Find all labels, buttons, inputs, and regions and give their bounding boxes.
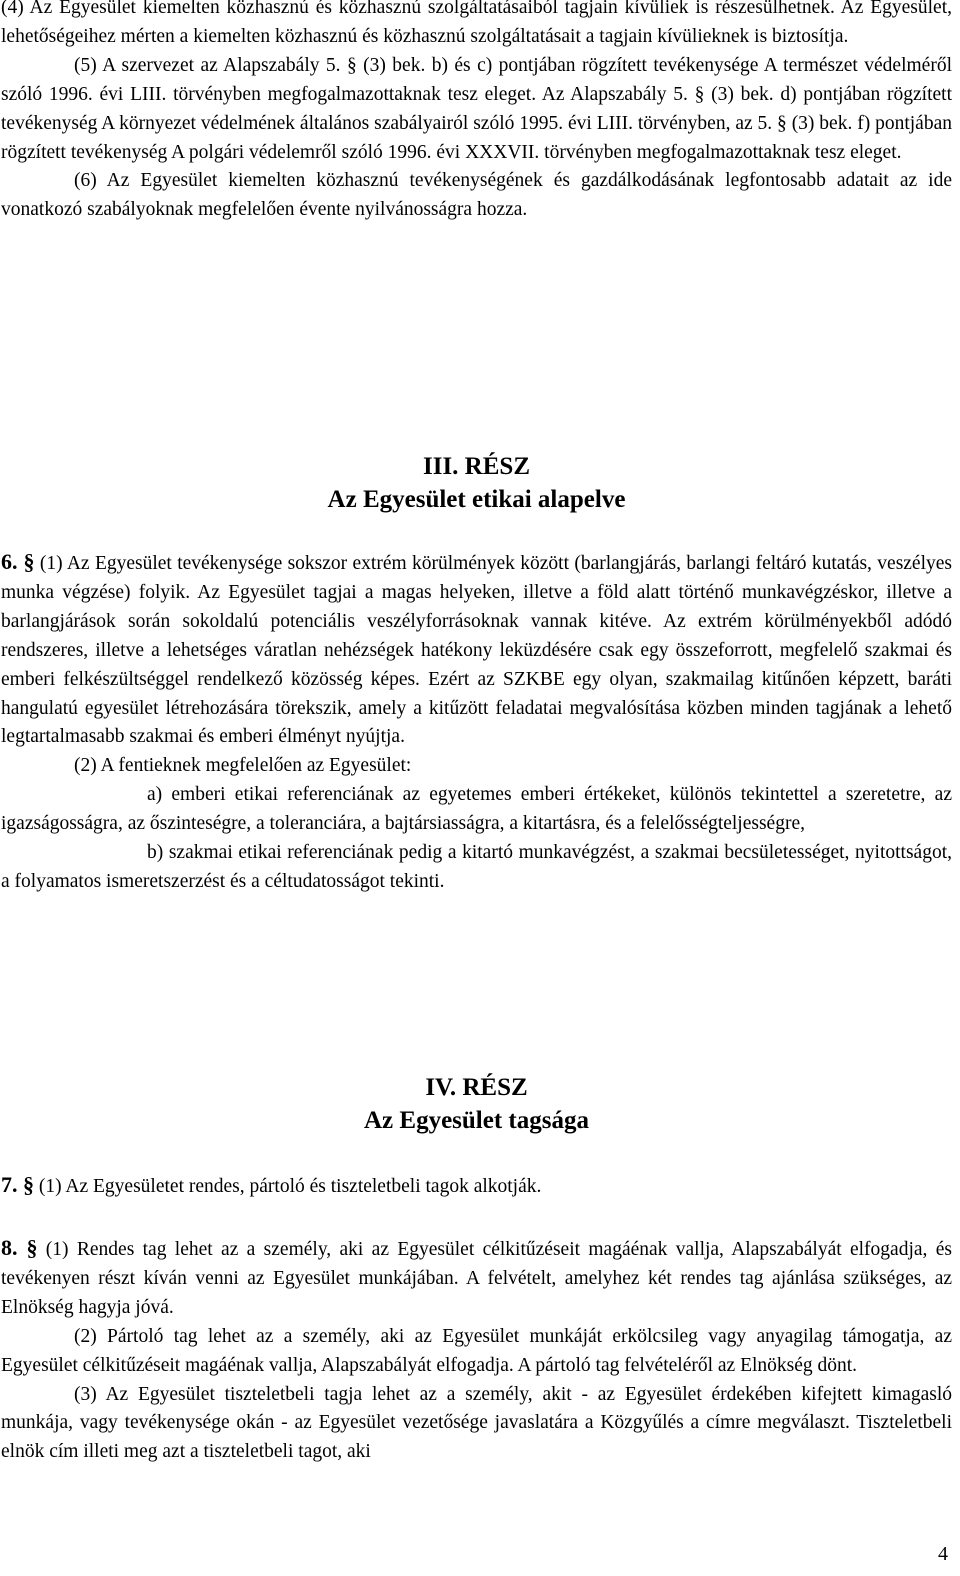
part-3-number: III. RÉSZ: [423, 453, 530, 480]
paragraph-6-2-b: b) szakmai etikai referenciának pedig a kitartó munkavégzést, a szakmai becsületességet, nyitottságot, a folyamatos ismeretszerzést és a céltudatosságot tekinti.: [1, 842, 952, 892]
paragraph-5-6: (6) Az Egyesület kiemelten közhasznú tevékenységének és gazdálkodásának legfontosabb adatait az ide vonatkozó szabályoknak megfelelően évente nyilvánosságra hozza.: [1, 170, 952, 221]
paragraph-6-2-a: a) emberi etikai referenciának az egyetemes emberi értékeket, különös tekintettel a szeretetre, az igazságosságra, az őszinteségre, a toleranciára, a bajtársiasságra, a kitartásra, és a felelősségteljességre,: [1, 784, 952, 835]
paragraph-8-1: [1, 1234, 952, 1323]
paragraph-5-5: (5) A szervezet az Alapszabály 5. § (3) bek. b) és c) pontjában rögzített tevékenysége A természet védelméről szóló 1996. évi LIII. törvényben megfogalmazottaknak tesz eleget. Az Alapszabály 5. § (3) bek. d) pontjában rögzített tevékenység A környezet védelmének általános szabályairól szóló 1995. évi LIII. törvényben, az 5. § (3) bek. f) pontjában rögzített tevékenység A polgári védelemről szóló 1996. évi XXXVII. törvényben megfogalmazottaknak tesz eleget.: [1, 54, 952, 163]
part-4-number: IV. RÉSZ: [425, 1074, 528, 1101]
paragraph-5-4: (4) Az Egyesület kiemelten közhasznú és közhasznú szolgáltatásaiból tagjain kívüliek is részesülhetnek. Az Egyesület, lehetőségeihez mérten a kiemelten közhasznú és közhasznú szolgáltatásait a tagjain kívülieknek is biztosítja.: [1, 0, 952, 47]
section-8-number: 8. §: [1, 1235, 38, 1260]
part-4-title: Az Egyesület tagsága: [364, 1107, 589, 1134]
part-4-heading: [1, 1071, 952, 1137]
section-8: [1, 1234, 952, 1467]
section-6: [1, 548, 952, 897]
paragraph-8-2: (2) Pártoló tag lehet az a személy, aki az Egyesület munkáját erkölcsileg vagy anyagilag támogatja, az Egyesület célkitűzéseit magáénak vallja, Alapszabályát elfogadja. A pártoló tag felvételéről az Elnökség dönt.: [1, 1325, 952, 1376]
paragraph-8-3: (3) Az Egyesület tiszteletbeli tagja lehet az a személy, akit - az Egyesület érdekében kifejtett kimagasló munkája, vagy tevékenysége okán - az Egyesület vezetősége javaslatára a Közgyűlés a címre megválaszt. Tiszteletbeli elnök cím illeti meg azt a tiszteletbeli tagot, aki: [1, 1383, 952, 1463]
paragraph-7-1: [1, 1171, 952, 1202]
paragraph-8-1-text: (1) Rendes tag lehet az a személy, aki az Egyesület célkitűzéseit magáénak vallja, Alapszabályát elfogadja, és tevékenyen részt kíván venni az Egyesület munkájában. A felvételt, amelyhez két rendes tag ajánlása szükséges, az Elnökség hagyja jóvá.: [1, 1239, 952, 1318]
paragraph-6-1-text: (1) Az Egyesület tevékenysége sokszor extrém körülmények között (barlangjárás, barlangi feltáró kutatás, veszélyes munka végzése) folyik. Az Egyesület tagjai a magas helyeken, illetve a föld alatt történő munkavégzéskor, illetve a barlangjárások során sokoldalú potenciális veszélyforrásoknak vannak kitéve. Az extrém körülményekből adódó rendszeres, illetve a lehetséges váratlan nehézségek hatékony leküzdésére csak egy összeforrott, megfelelő szakmai és emberi felkészültséggel rendelkező közösség képes. Ezért az SZKBE egy olyan, szakmailag kitűnően képzett, baráti hangulatú egyesület létrehozására törekszik, amely a kitűzött feladatai megvalósítása közben minden tagjának a lehető legtartalmasabb szakmai és emberi élményt nyújtja.: [1, 553, 953, 748]
part-3-heading: [1, 450, 952, 516]
part-3-title: Az Egyesület etikai alapelve: [327, 486, 626, 513]
page-number: 4: [938, 1543, 948, 1565]
section-5-continuation: [1, 0, 952, 225]
section-7: [1, 1171, 952, 1202]
paragraph-6-2: (2) A fentieknek megfelelően az Egyesület:: [74, 755, 412, 777]
paragraph-6-1: [1, 548, 952, 752]
section-6-number: 6. §: [1, 549, 35, 574]
section-7-number: 7. §: [1, 1172, 34, 1197]
paragraph-7-1-text: (1) Az Egyesületet rendes, pártoló és tiszteletbeli tagok alkotják.: [34, 1176, 542, 1197]
